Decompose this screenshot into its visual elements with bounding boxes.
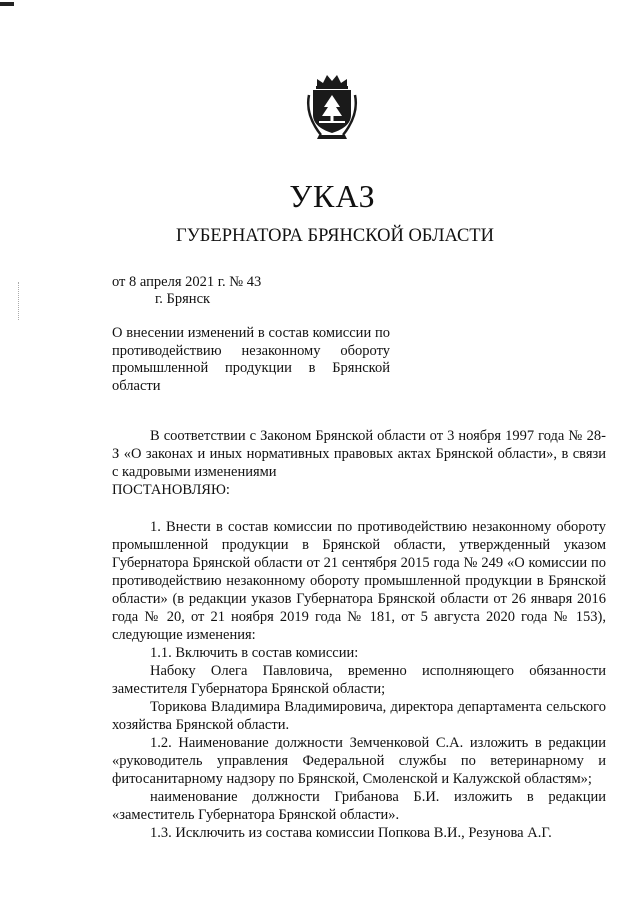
coat-of-arms-icon (303, 71, 361, 141)
document-subtitle: ГУБЕРНАТОРА БРЯНСКОЙ ОБЛАСТИ (176, 226, 494, 246)
decree-word: ПОСТАНОВЛЯЮ: (112, 482, 230, 498)
document-body (112, 427, 606, 842)
scan-artifact (18, 282, 21, 320)
body-paragraph: наименование должности Грибанова Б.И. изложить в редакции «заместитель Губернатора Брянской области». (112, 789, 606, 823)
scan-mark (0, 2, 14, 6)
body-paragraph: 1.2. Наименование должности Земченковой С.А. изложить в редакции «руководитель управления Федеральной службы по ветеринарному и фитосанитарному надзору по Брянской, Смоленской и Калужской областям»; (112, 735, 606, 787)
body-paragraph: 1.1. Включить в состав комиссии: (150, 645, 359, 661)
document-title: УКАЗ (289, 178, 376, 214)
preamble-paragraph: В соответствии с Законом Брянской области от 3 ноября 1997 года № 28-З «О законах и иных нормативных правовых актах Брянской области», в связи с кадровыми изменениями (112, 428, 606, 480)
body-paragraph: 1.3. Исключить из состава комиссии Попкова В.И., Резунова А.Г. (150, 825, 552, 841)
body-paragraph: 1. Внести в состав комиссии по противодействию незаконному обороту промышленной продукции в Брянской области, утвержденный указом Губернатора Брянской области от 21 сентября 2015 года № 249 «О комиссии по противодействию незаконному обороту промышленной продукции в Брянской области» (в редакции указов Губернатора Брянской области от 26 января 2016 года № 20, от 21 ноября 2019 года № 181, от 5 августа 2020 года № 153), следующие изменения: (112, 519, 606, 643)
body-paragraph: Набоку Олега Павловича, временно исполняющего обязанности заместителя Губернатора Брянской области; (112, 663, 606, 697)
body-paragraph: Торикова Владимира Владимировича, директора департамента сельского хозяйства Брянской области. (112, 699, 606, 733)
document-subject: О внесении изменений в состав комиссии по противодействию незаконному обороту промышленной продукции в Брянской области (112, 325, 390, 394)
document-city: г. Брянск (155, 291, 211, 307)
document-dateline: от 8 апреля 2021 г. № 43 (112, 274, 262, 290)
